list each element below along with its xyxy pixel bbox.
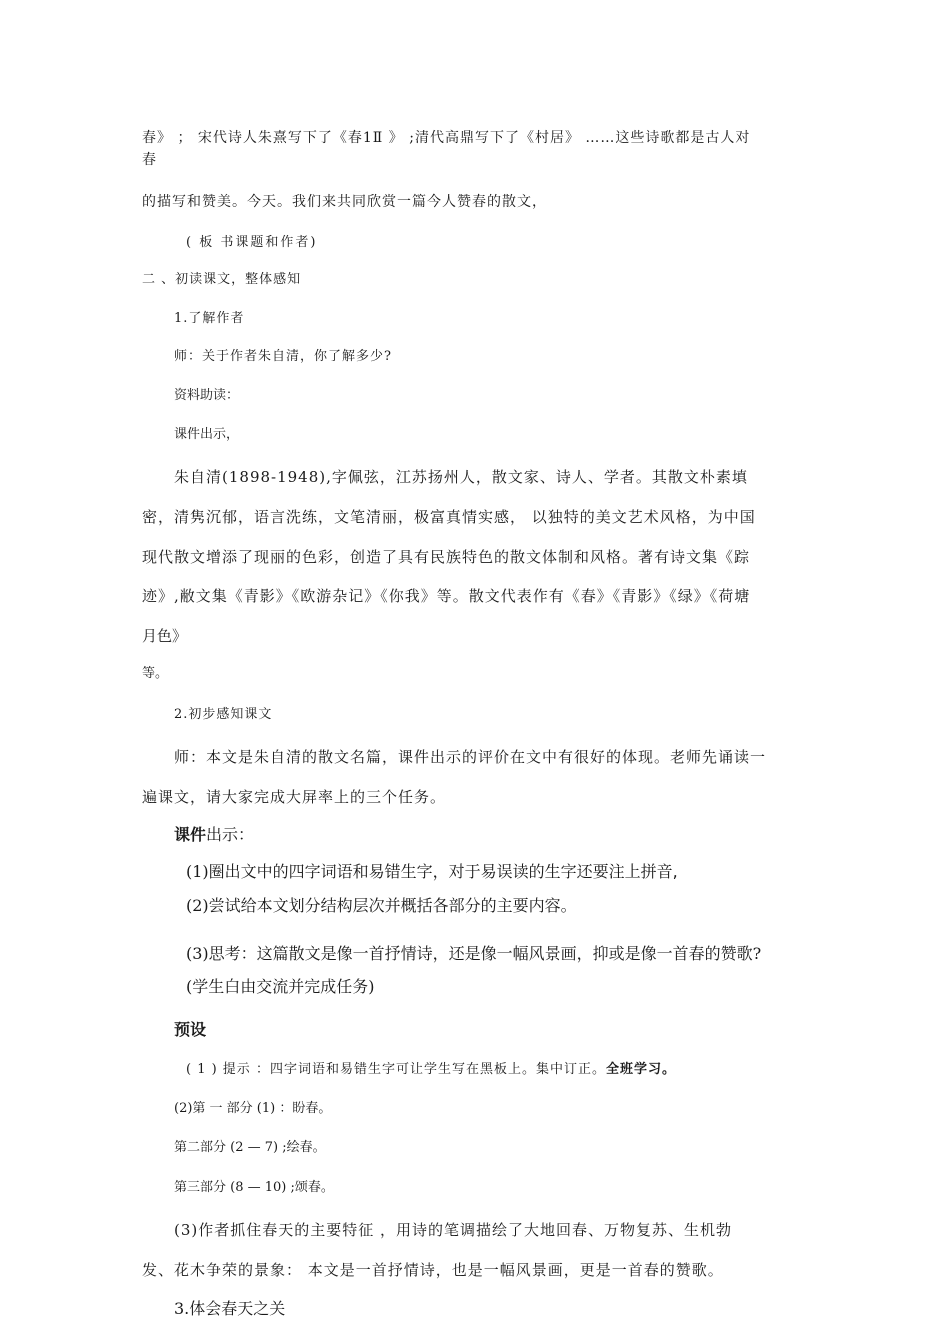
task-item-1-bold: 于易误读的生字还要注上拼音, [464,862,678,881]
preset-heading: 预设 [174,1020,207,1039]
text-line: 发、花木争荣的景象： 本文是一首抒情诗，也是一幅风景画，更是一首春的赞歌。 [142,1261,724,1279]
text-line: 现代散文增添了现丽的色彩，创造了具有民族特色的散文体制和风格。著有诗文集《踪 [142,548,751,566]
courseware-label-bold: 课件 [174,825,207,844]
preset-item-3: (3)作者抓住春天的主要特征 ，用诗的笔调描绘了大地回春、万物复苏、生机勃 [174,1221,733,1239]
subsection-heading: 1.了解作者 [174,311,245,326]
task-item-1 [186,863,678,881]
courseware-label-rest: 出示： [206,825,255,844]
text-line: 资料助读： [174,388,240,403]
text-line: 等。 [142,666,169,681]
text-line: 的描写和赞美。今天。我们来共同欣赏一篇今人赞春的散文， [142,194,547,210]
text-line: 师：关于作者朱自清，你了解多少? [174,349,392,364]
preset-item-1-text: ( 1 ) 提示 ：四字词语和易错生字可让学生写在黑板上。集中订正。 [186,1062,606,1077]
section-heading: 二 、初读课文，整体感知 [142,272,302,287]
task-item-2: (2)尝试给本文划分结构层次并概括各部分的主要内容。 [186,896,577,915]
text-line: (学生白由交流并完成任务) [186,977,375,996]
preset-item-2: (2)第 一 部分 (1) ：盼春。 [174,1101,332,1116]
preset-item-1-bold: 全班学习。 [605,1062,676,1077]
text-line: 迹》,敝文集《青影》《欧游杂记》《你我》等。散文代表作有《春》《青影》《绿》《荷塘 [142,587,751,605]
text-line: 课件出示， [174,427,240,442]
text-line: 遍课文，请大家完成大屏率上的三个任务。 [142,788,447,806]
preset-item-1 [186,1061,676,1079]
text-line: 春》 ； 宋代诗人朱熹写下了《春1Ⅱ 》 ;清代高鼎写下了《村居》 ……这些诗歌都是古人对 [142,130,751,146]
text-line: 密，清隽沉郁，语言洗练，文笔清丽，极富真情实感， 以独特的美文艺术风格，为中国 [142,508,756,526]
task-item-3: (3)思考：这篇散文是像一首抒情诗，还是像一幅风景画，抑或是像一首春的赞歌? [186,944,762,963]
text-line: 朱自清(1898-1948),字佩弦，江苏扬州人，散文家、诗人、学者。其散文朴素填 [174,468,748,486]
courseware-label [174,826,254,844]
text-line: 春 [142,152,156,168]
text-line: 师：本文是朱自清的散文名篇，课件出示的评价在文中有很好的体现。老师先诵读一 [174,748,767,766]
subsection-heading: 3.体会春天之关 [174,1299,286,1318]
task-item-1-text: (1)圈出文中的四字词语和易错生字，对 [186,862,465,881]
text-line: 第三部分 (8 — 10) ;颂春。 [174,1180,334,1195]
subsection-heading: 2.初步感知课文 [174,707,273,722]
text-line: ( 板 书课题和作者) [186,235,318,250]
text-line: 第二部分 (2 — 7) ;绘春。 [174,1140,326,1155]
text-line: 月色》 [142,627,188,645]
